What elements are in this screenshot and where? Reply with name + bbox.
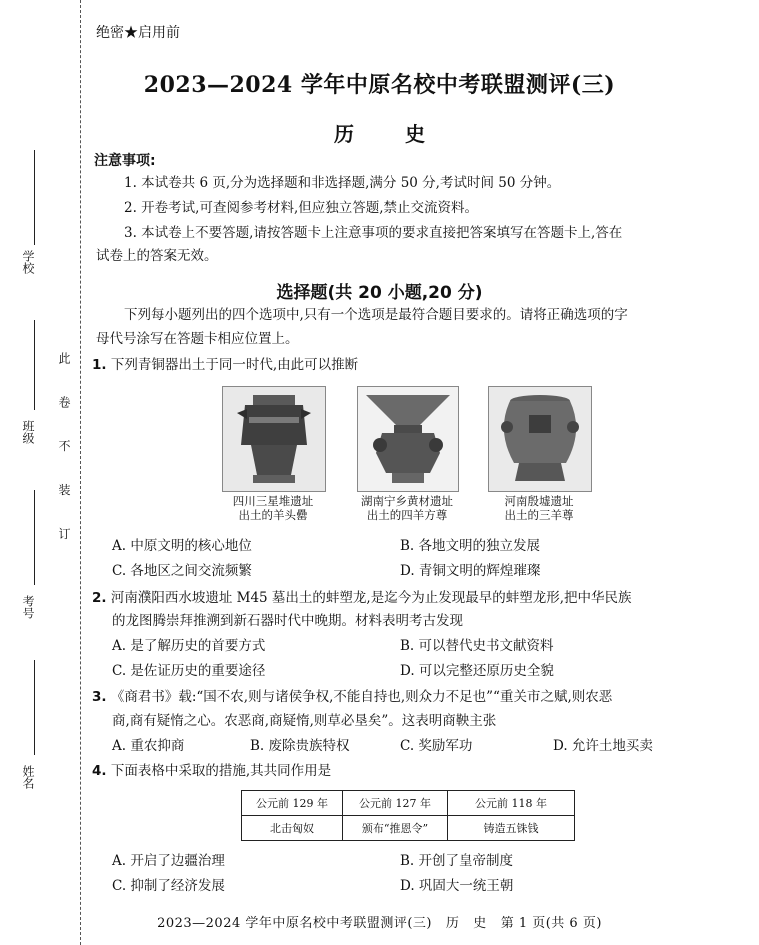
question-number: 4. (92, 763, 107, 779)
question-stem-cont: 的龙图腾崇拜推溯到新石器时代中晚期。材料表明考古发现 (112, 613, 463, 629)
notice-item: 3. 本试卷上不要答题,请按答题卡上注意事项的要求直接把答案填写在答题卡上,答在 (124, 225, 623, 241)
exam-no-blank (34, 490, 35, 585)
table-cell: 公元前 129 年 (242, 791, 343, 816)
option-d: D. 青铜文明的辉煌璀璨 (400, 563, 541, 579)
bronze-lei-icon (223, 387, 325, 491)
option-c: C. 是佐证历史的重要途径 (112, 663, 266, 679)
question-stem-cont: 商,商有疑惰之心。农恶商,商疑惰,则草必垦矣”。这表明商鞅主张 (112, 713, 497, 729)
secret-mark: 绝密★启用前 (96, 25, 180, 41)
question-stem: 《商君书》载:“国不农,则与诸侯争权,不能自持也,则众力不足也”“重关市之赋,则农恶 (110, 689, 613, 705)
bronze-zun-icon (358, 387, 458, 491)
option-c: C. 各地区之间交流频繁 (112, 563, 252, 579)
exam-no-label: 考号 (21, 595, 35, 619)
section-instruction: 下列每小题列出的四个选项中,只有一个选项是最符合题目要求的。请将正确选项的字 (124, 307, 628, 323)
question-2 (92, 587, 632, 609)
notice-item: 2. 开卷考试,可查阅参考材料,但应独立答题,禁止交流资料。 (124, 200, 479, 216)
section-instruction: 母代号涂写在答题卡相应位置上。 (96, 331, 299, 347)
image-caption-3 (478, 494, 600, 522)
page-footer: 2023—2024 学年中原名校中考联盟测评(三) 历 史 第 1 页(共 6 页) (157, 916, 602, 931)
option-a: A. 重农抑商 (112, 738, 185, 754)
caption-line: 出土的羊头罍 (238, 508, 308, 522)
option-c: C. 抑制了经济发展 (112, 878, 225, 894)
exam-title: 2023—2024 学年中原名校中考联盟测评(三) (143, 72, 616, 98)
class-blank (34, 320, 35, 410)
table-cell: 公元前 118 年 (448, 791, 575, 816)
option-b: B. 可以替代史书文献资料 (400, 638, 554, 654)
measures-table (241, 790, 575, 841)
caption-line: 出土的三羊尊 (504, 508, 574, 522)
question-number: 1. (92, 357, 107, 373)
table-cell: 北击匈奴 (242, 816, 343, 841)
caption-line: 湖南宁乡黄材遗址 (361, 494, 453, 508)
caption-line: 出土的四羊方尊 (366, 508, 448, 522)
question-stem: 下面表格中采取的措施,其共同作用是 (110, 763, 332, 779)
seal-text: 此 卷 不 装 订 (57, 352, 71, 554)
section-title: 选择题(共 20 小题,20 分) (276, 283, 483, 303)
question-3 (92, 686, 612, 708)
option-a: A. 中原文明的核心地位 (112, 538, 252, 554)
option-d: D. 允许土地买卖 (553, 738, 653, 754)
class-label: 班级 (21, 420, 35, 444)
notice-heading: 注意事项: (94, 153, 156, 169)
table-cell: 颁布“推恩令” (343, 816, 448, 841)
school-label: 学校 (21, 250, 35, 274)
option-c: C. 奖励军功 (400, 738, 473, 754)
option-a: A. 开启了边疆治理 (112, 853, 225, 869)
table-row (242, 791, 575, 816)
question-1 (92, 354, 358, 376)
bronze-image-2 (357, 386, 459, 492)
question-number: 2. (92, 590, 107, 606)
bronze-image-3 (488, 386, 592, 492)
question-number: 3. (92, 689, 107, 705)
caption-line: 四川三星堆遗址 (232, 494, 314, 508)
bronze-image-1 (222, 386, 326, 492)
table-cell: 公元前 127 年 (343, 791, 448, 816)
subject-title: 历 史 (334, 122, 447, 146)
question-4 (92, 760, 331, 782)
name-label: 姓名 (21, 765, 35, 789)
option-b: B. 各地文明的独立发展 (400, 538, 541, 554)
table-cell: 铸造五铢钱 (448, 816, 575, 841)
school-blank (34, 150, 35, 245)
question-stem: 河南濮阳西水坡遗址 M45 墓出土的蚌塑龙,是迄今为止发现最早的蚌塑龙形,把中华民族 (110, 590, 632, 606)
bronze-zun-round-icon (489, 387, 591, 491)
option-b: B. 废除贵族特权 (250, 738, 350, 754)
caption-line: 河南殷墟遗址 (504, 494, 574, 508)
option-b: B. 开创了皇帝制度 (400, 853, 514, 869)
image-caption-1 (212, 494, 334, 522)
table-row (242, 816, 575, 841)
notice-item: 1. 本试卷共 6 页,分为选择题和非选择题,满分 50 分,考试时间 50 分钟。 (124, 175, 561, 191)
option-d: D. 可以完整还原历史全貌 (400, 663, 554, 679)
image-caption-2 (347, 494, 467, 522)
notice-item: 试卷上的答案无效。 (96, 248, 218, 264)
option-d: D. 巩固大一统王朝 (400, 878, 514, 894)
name-blank (34, 660, 35, 755)
option-a: A. 是了解历史的首要方式 (112, 638, 266, 654)
question-stem: 下列青铜器出土于同一时代,由此可以推断 (110, 357, 359, 373)
